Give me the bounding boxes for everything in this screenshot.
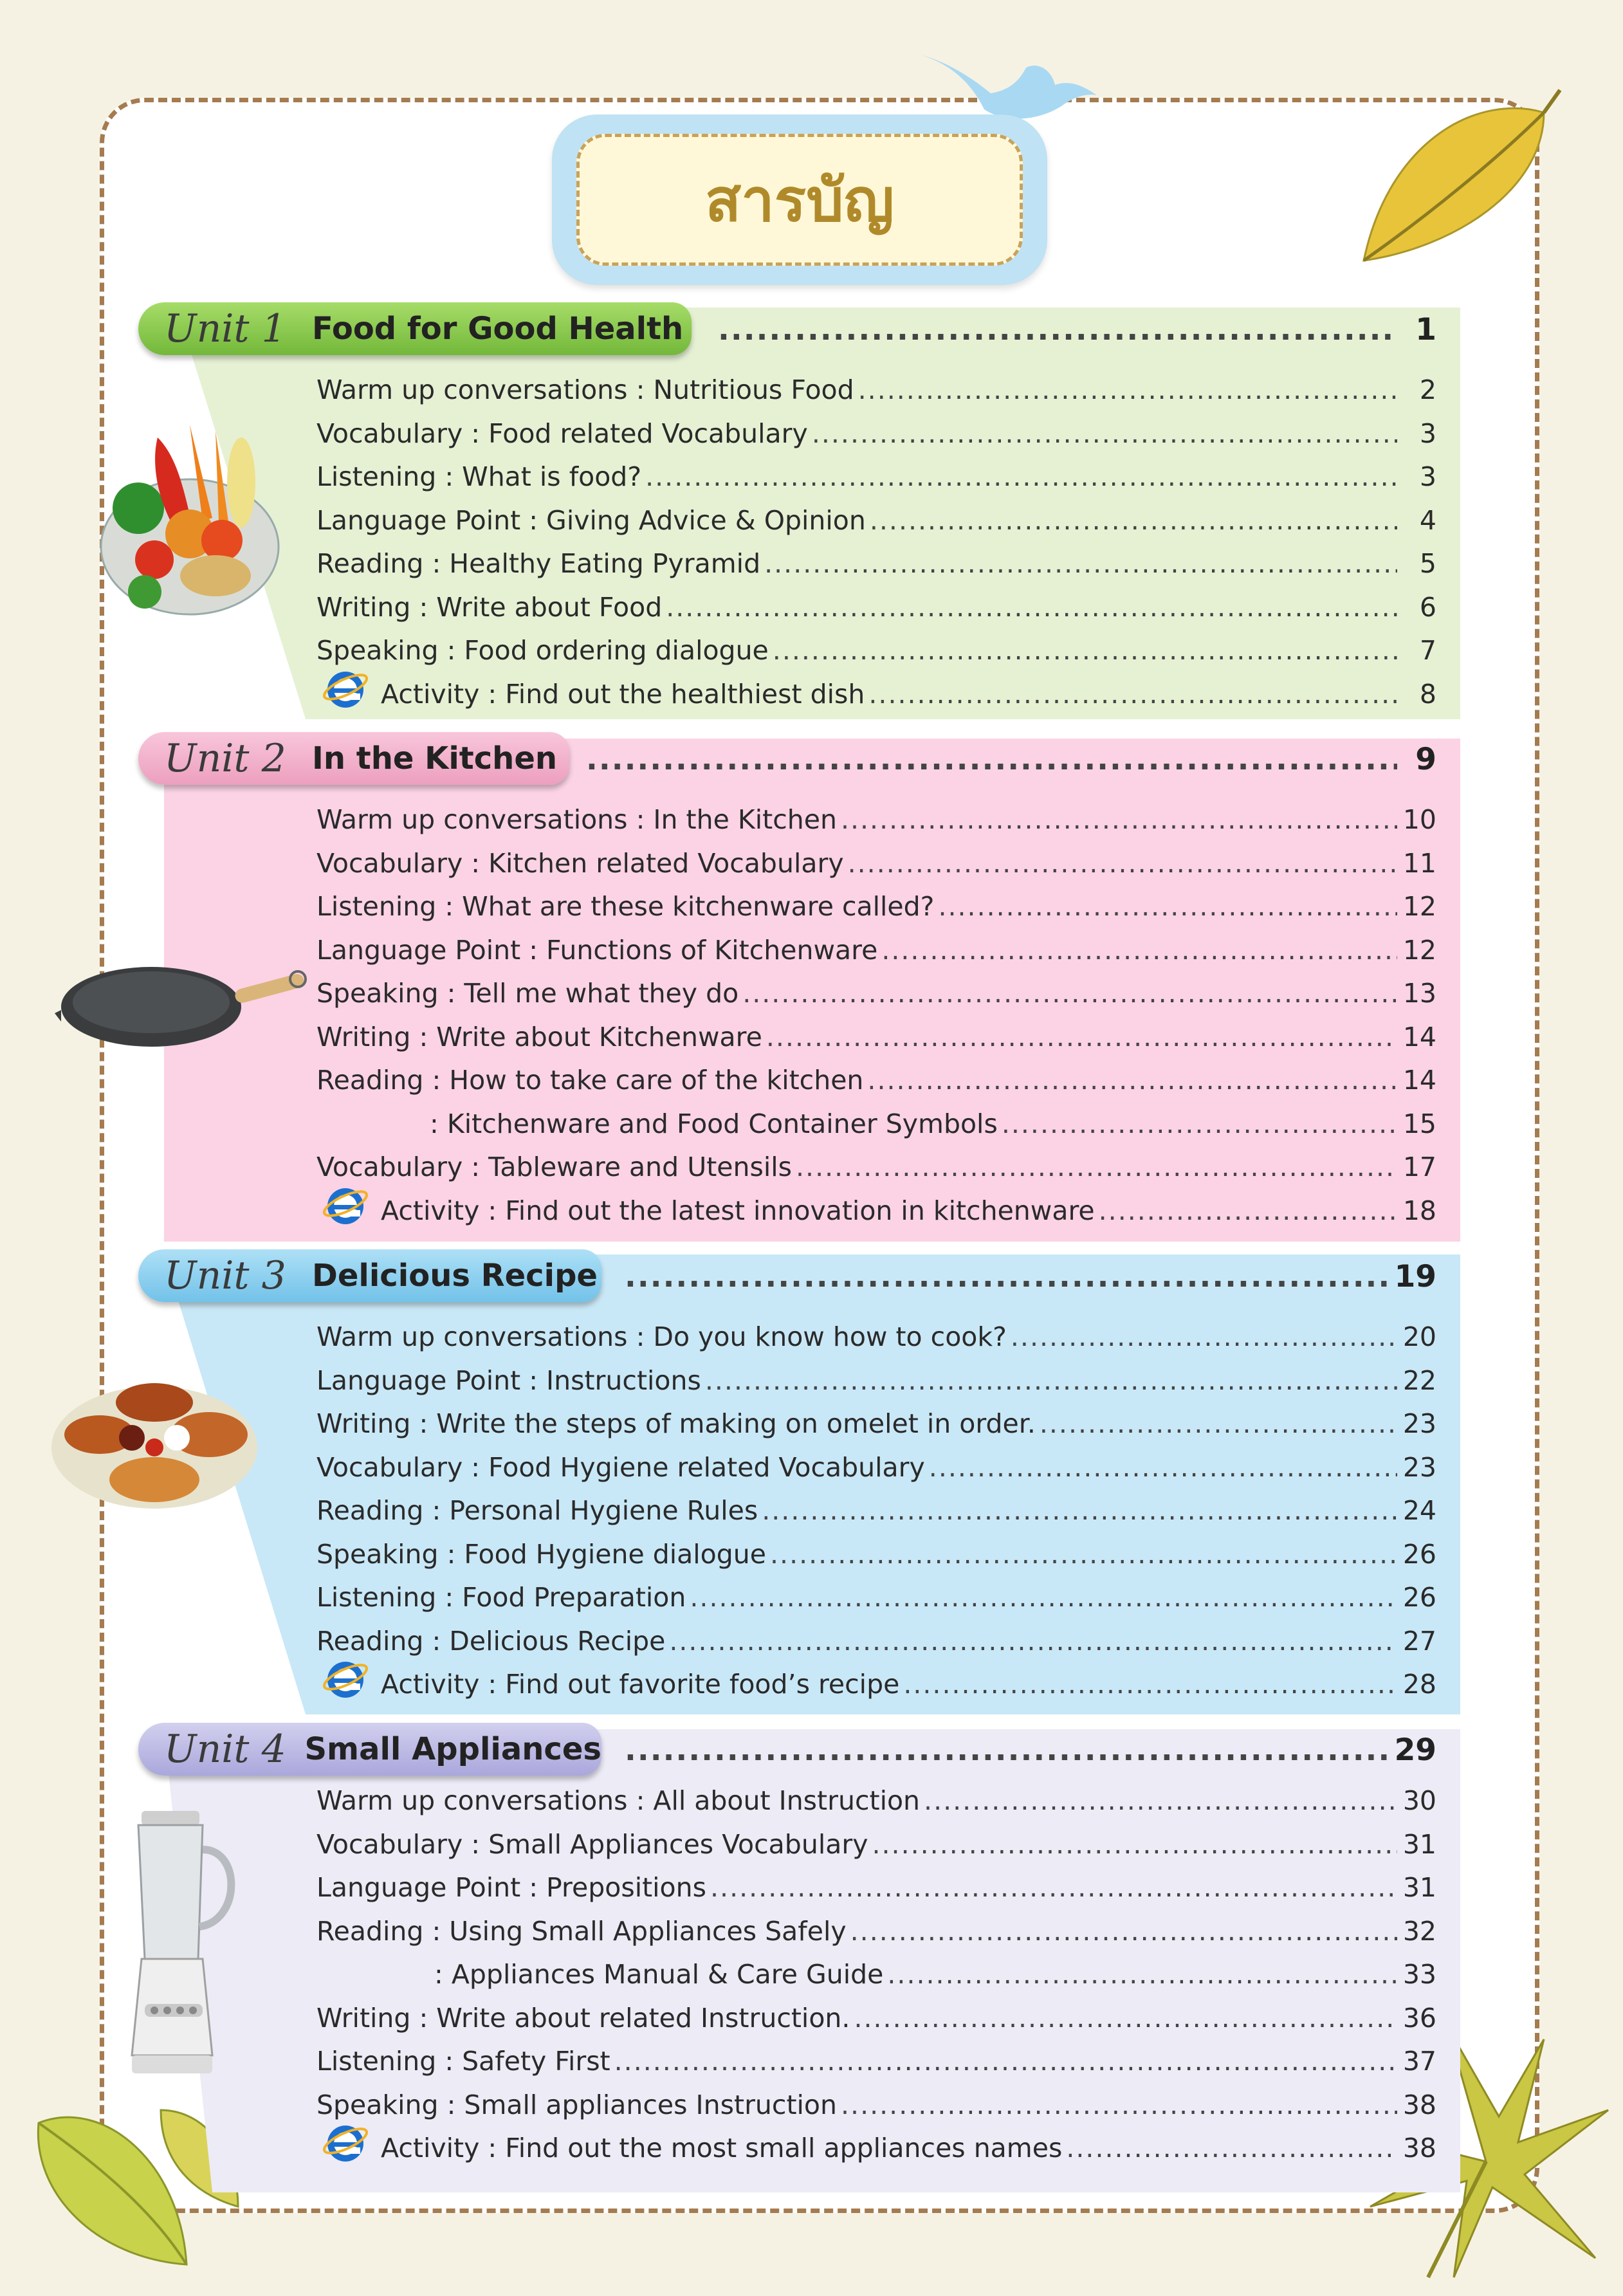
unit-label: Unit 2 [164, 736, 286, 781]
vegetable-bowl-icon [93, 412, 286, 624]
toc-entry[interactable]: Reading : Delicious Recipe ..... 27 [316, 1626, 1436, 1657]
food-platter-icon [48, 1357, 261, 1518]
toc-entry[interactable]: Listening : What are these kitchenware called? ..... 12 [316, 891, 1436, 922]
toc-entry[interactable]: Vocabulary : Tableware and Utensils ..... 17 [316, 1152, 1436, 1182]
toc-entry[interactable]: Warm up conversations : All about Instruction ..... 30 [316, 1785, 1436, 1816]
toc-entry[interactable]: Language Point : Functions of Kitchenware ..... 12 [316, 935, 1436, 966]
toc-entry[interactable]: Vocabulary : Food Hygiene related Vocabulary ..... 23 [316, 1452, 1436, 1483]
toc-entry[interactable]: Vocabulary : Small Appliances Vocabulary ..... 31 [316, 1829, 1436, 1860]
unit-1-page-row [714, 312, 1436, 347]
internet-e-icon [322, 1654, 369, 1702]
unit-1-header[interactable] [138, 302, 692, 355]
unit-title: Delicious Recipe [312, 1258, 598, 1294]
toc-entry-activity[interactable]: Activity : Find out favorite food’s recipe ..... 28 [381, 1669, 1436, 1700]
toc-entry-activity[interactable]: Activity : Find out the most small appliances names ..... 38 [381, 2133, 1436, 2163]
toc-entry[interactable]: Speaking : Food Hygiene dialogue ..... 26 [316, 1539, 1436, 1570]
toc-entry[interactable]: Vocabulary : Kitchen related Vocabulary ..... 11 [316, 848, 1436, 879]
toc-entry-activity[interactable]: Activity : Find out the healthiest dish ..... 8 [381, 679, 1436, 710]
unit-2-header[interactable] [138, 732, 569, 785]
internet-e-icon [322, 1180, 369, 1228]
toc-entry[interactable]: Warm up conversations : Do you know how to cook? ..... 20 [316, 1321, 1436, 1352]
unit-title: Food for Good Health [312, 311, 684, 347]
toc-entry[interactable]: Speaking : Food ordering dialogue ..... 7 [316, 635, 1436, 666]
unit-page-number: 1 [1415, 312, 1436, 347]
unit-3-page-row [621, 1259, 1436, 1294]
toc-entry[interactable]: Writing : Write about Kitchenware ..... 14 [316, 1022, 1436, 1052]
toc-entry[interactable]: Reading : Healthy Eating Pyramid ..... 5 [316, 548, 1436, 579]
toc-entry[interactable]: Reading : Using Small Appliances Safely ..... 32 [316, 1916, 1436, 1947]
unit-label: Unit 4 [164, 1727, 286, 1772]
unit-4-header[interactable] [138, 1723, 601, 1776]
toc-entry[interactable]: Language Point : Prepositions ..... 31 [316, 1872, 1436, 1903]
toc-entry[interactable]: Listening : Safety First ..... 37 [316, 2046, 1436, 2077]
unit-2-page-row [582, 742, 1436, 777]
blender-icon [122, 1811, 251, 2081]
internet-e-icon [322, 664, 369, 712]
toc-entry[interactable]: Speaking : Small appliances Instruction ..... 38 [316, 2089, 1436, 2120]
unit-label: Unit 3 [164, 1253, 286, 1298]
toc-entry[interactable]: Language Point : Instructions ..... 22 [316, 1365, 1436, 1396]
unit-page-number: 9 [1415, 742, 1436, 777]
toc-entry[interactable]: Listening : Food Preparation ..... 26 [316, 1582, 1436, 1613]
toc-entry[interactable]: Language Point : Giving Advice & Opinion ..... 4 [316, 505, 1436, 536]
page-title: สารบัญ [704, 166, 894, 235]
frying-pan-icon [55, 946, 312, 1061]
unit-title: Small Appliances [304, 1731, 601, 1767]
unit-page-number: 29 [1394, 1732, 1436, 1768]
toc-entry[interactable]: Reading : Personal Hygiene Rules ..... 24 [316, 1495, 1436, 1526]
toc-entry[interactable]: : Appliances Manual & Care Guide ..... 33 [434, 1959, 1436, 1990]
unit-4-page-row [621, 1732, 1436, 1768]
toc-entry[interactable]: : Kitchenware and Food Container Symbols ..... 15 [430, 1108, 1436, 1139]
toc-entry[interactable]: Writing : Write the steps of making on omelet in order. ..... 23 [316, 1408, 1436, 1439]
unit-label: Unit 1 [164, 306, 286, 351]
toc-entry[interactable]: Writing : Write about related Instruction. ..... 36 [316, 2003, 1436, 2034]
toc-entry[interactable]: Reading : How to take care of the kitchen ..... 14 [316, 1065, 1436, 1096]
toc-entry[interactable]: Listening : What is food? ..... 3 [316, 461, 1436, 492]
unit-page-number: 19 [1394, 1259, 1436, 1294]
toc-entry[interactable]: Speaking : Tell me what they do ..... 13 [316, 978, 1436, 1009]
toc-entry[interactable]: Warm up conversations : Nutritious Food ..... 2 [316, 374, 1436, 405]
internet-e-icon [322, 2118, 369, 2165]
unit-3-header[interactable] [138, 1249, 601, 1302]
toc-entry[interactable]: Writing : Write about Food ..... 6 [316, 592, 1436, 623]
toc-entry-activity[interactable]: Activity : Find out the latest innovation in kitchenware ..... 18 [381, 1195, 1436, 1226]
unit-title: In the Kitchen [312, 740, 558, 776]
toc-entry[interactable]: Vocabulary : Food related Vocabulary ..... 3 [316, 418, 1436, 449]
toc-entry[interactable]: Warm up conversations : In the Kitchen ..... 10 [316, 804, 1436, 835]
